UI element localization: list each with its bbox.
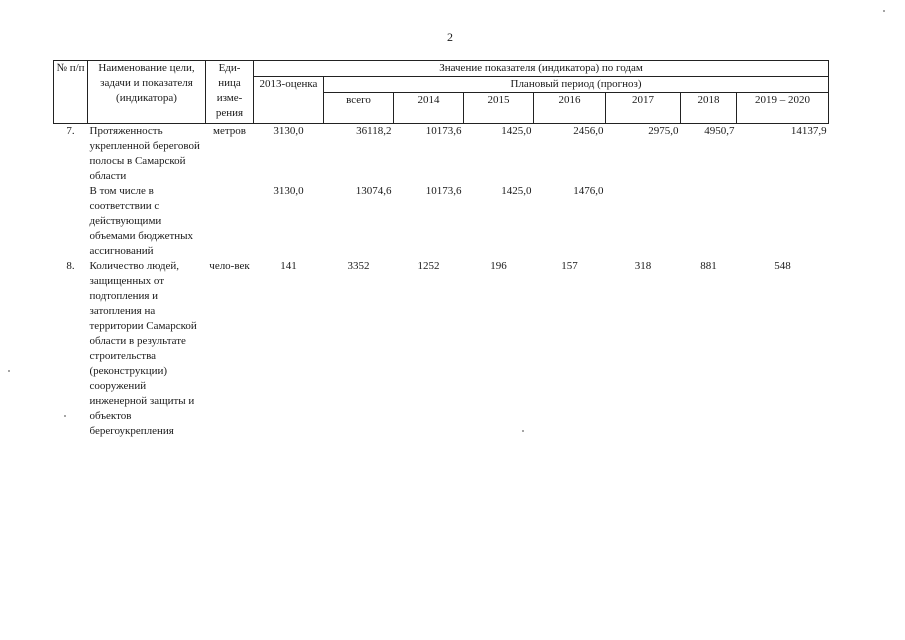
scan-speck: [883, 10, 885, 12]
header-2014: 2014: [394, 93, 464, 124]
table-row: [54, 259, 829, 439]
table-row: [54, 124, 829, 185]
value-2018: 881: [700, 260, 717, 272]
value-2017: 318: [634, 260, 652, 272]
header-2017: 2017: [606, 93, 681, 124]
header-estimate-2013: 2013-оценка: [254, 77, 324, 124]
scan-speck: [64, 415, 66, 417]
value-2013: 3130,0: [273, 125, 304, 137]
value-2019-2020: 548: [774, 260, 791, 272]
row-unit: [206, 184, 254, 259]
header-2015: 2015: [464, 93, 534, 124]
header-no: № п/п: [54, 61, 88, 124]
value-2018: [681, 184, 737, 259]
value-2015: 1425,0: [501, 185, 532, 197]
value-2018: 4950,7: [704, 125, 735, 137]
header-unit: Еди-ница изме-рения: [206, 61, 254, 124]
value-2016: 157: [561, 260, 578, 272]
header-total: всего: [324, 93, 394, 124]
value-2015: 1425,0: [501, 125, 532, 137]
value-2013: 141: [280, 260, 297, 272]
value-2019-2020: [737, 184, 829, 259]
header-values-by-year: Значение показателя (индикатора) по годам: [254, 61, 829, 77]
value-total: 13074,6: [355, 185, 392, 197]
value-total: 3352: [347, 260, 370, 272]
row-unit: чело-век: [209, 260, 250, 272]
row-unit: метров: [213, 125, 246, 137]
value-2014: 10173,6: [425, 185, 462, 197]
row-name: В том числе в соответствии с действующими объемами бюджетных ассигнований: [89, 185, 194, 257]
header-2016: 2016: [534, 93, 606, 124]
value-2016: 1476,0: [573, 185, 604, 197]
scan-speck: [8, 370, 10, 372]
row-name: Протяженность укрепленной береговой полосы в Самарской области: [89, 125, 200, 182]
table-header: [54, 61, 829, 124]
header-name: Наименование цели, задачи и показателя (индикатора): [88, 61, 206, 124]
value-2013: 3130,0: [273, 185, 304, 197]
row-number: 8.: [66, 260, 75, 272]
value-total: 36118,2: [356, 125, 392, 137]
value-2016: 2456,0: [573, 125, 604, 137]
header-2019-2020: 2019 – 2020: [737, 93, 829, 124]
header-planned-period: Плановый период (прогноз): [324, 77, 829, 93]
value-2017: 2975,0: [648, 125, 679, 137]
table-body: [54, 124, 829, 440]
row-number: 7.: [66, 125, 75, 137]
page-number: 2: [447, 30, 453, 44]
indicators-table: [53, 60, 829, 439]
scan-speck: [522, 430, 524, 432]
row-name: Количество людей, защищенных от подтопления и затопления на территории Самарской области в результате строительства (реконструкции) сооружений инженерной защиты и объектов берегоукрепления: [89, 260, 197, 437]
value-2014: 1252: [417, 260, 440, 272]
value-2015: 196: [490, 260, 507, 272]
row-number: [54, 184, 88, 259]
header-2018: 2018: [681, 93, 737, 124]
value-2014: 10173,6: [425, 125, 462, 137]
value-2019-2020: 14137,9: [790, 125, 827, 137]
value-2017: [606, 184, 681, 259]
table-row: [54, 184, 829, 259]
